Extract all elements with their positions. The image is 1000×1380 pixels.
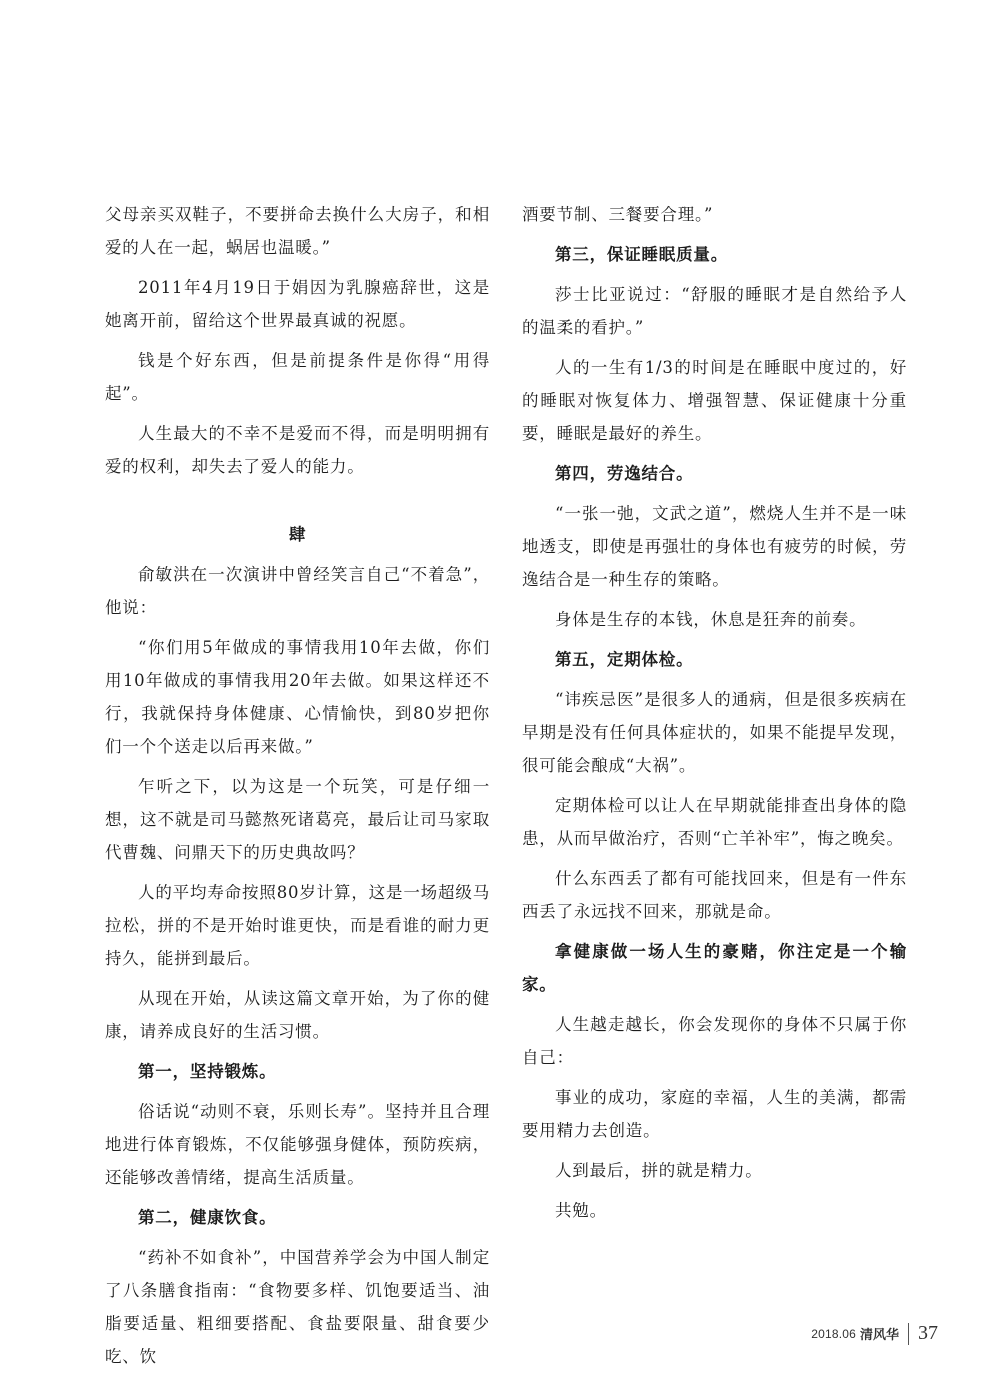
paragraph: 酒要节制、三餐要合理。”	[522, 205, 714, 224]
subheading: 第五，定期体检。	[555, 650, 694, 669]
left-column	[105, 198, 490, 1380]
paragraph: 人生越走越长，你会发现你的身体不只属于你自己：	[522, 1015, 907, 1067]
paragraph: 钱是个好东西，但是前提条件是你得“用得起”。	[105, 351, 490, 403]
paragraph: “讳疾忌医”是很多人的通病，但是很多疾病在早期是没有任何具体症状的，如果不能提早发现，很可能会酿成“大祸”。	[522, 690, 907, 775]
paragraph: 定期体检可以让人在早期就能排查出身体的隐患，从而早做治疗，否则“亡羊补牢”，悔之晚矣。	[522, 796, 907, 848]
paragraph: 父母亲买双鞋子，不要拼命去换什么大房子，和相爱的人在一起，蜗居也温暖。”	[105, 205, 490, 257]
paragraph: 什么东西丢了都有可能找回来，但是有一件东西丢了永远找不回来，那就是命。	[522, 869, 907, 921]
paragraph: 人到最后，拼的就是精力。	[555, 1161, 763, 1180]
paragraph: 共勉。	[555, 1201, 607, 1220]
paragraph: 人的一生有1/3的时间是在睡眠中度过的，好的睡眠对恢复体力、增强智慧、保证健康十分重要，睡眠是最好的养生。	[522, 358, 907, 443]
paragraph: 人生最大的不幸不是爱而不得，而是明明拥有爱的权利，却失去了爱人的能力。	[105, 424, 490, 476]
paragraph: 人的平均寿命按照80岁计算，这是一场超级马拉松，拼的不是开始时谁更快，而是看谁的耐力更持久，能拼到最后。	[105, 883, 490, 968]
footer-divider	[908, 1323, 909, 1345]
issue-date: 2018.06	[811, 1326, 856, 1341]
paragraph: “一张一弛，文武之道”，燃烧人生并不是一味地透支，即使是再强壮的身体也有疲劳的时候，劳逸结合是一种生存的策略。	[522, 504, 907, 589]
section-heading: 肆	[288, 525, 307, 544]
subheading: 拿健康做一场人生的豪赌，你注定是一个输家。	[522, 942, 907, 994]
paragraph: 事业的成功，家庭的幸福，人生的美满，都需要用精力去创造。	[522, 1088, 907, 1140]
subheading: 第三，保证睡眠质量。	[555, 245, 728, 264]
paragraph: 俗话说“动则不衰，乐则长寿”。坚持并且合理地进行体育锻炼，不仅能够强身健体，预防疾病，还能够改善情绪，提高生活质量。	[105, 1102, 490, 1187]
subheading: 第一，坚持锻炼。	[138, 1062, 277, 1081]
paragraph: 2011年4月19日于娟因为乳腺癌辞世，这是她离开前，留给这个世界最真诚的祝愿。	[105, 278, 490, 330]
page-footer	[811, 1322, 938, 1345]
page-number: 37	[918, 1322, 938, 1344]
quote-paragraph: “你们用5年做成的事情我用10年去做，你们用10年做成的事情我用20年去做。如果这样还不行，我就保持身体健康、心情愉快，到80岁把你们一个个送走以后再来做。”	[105, 638, 490, 756]
paragraph: 乍听之下，以为这是一个玩笑，可是仔细一想，这不就是司马懿熬死诸葛亮，最后让司马家取代曹魏、问鼎天下的历史典故吗？	[105, 777, 490, 862]
paragraph: 身体是生存的本钱，休息是狂奔的前奏。	[555, 610, 867, 629]
paragraph: 莎士比亚说过：“舒服的睡眠才是自然给予人的温柔的看护。”	[522, 285, 907, 337]
subheading: 第四，劳逸结合。	[555, 464, 694, 483]
right-column	[522, 198, 907, 1234]
subheading: 第二，健康饮食。	[138, 1208, 277, 1227]
paragraph: “药补不如食补”，中国营养学会为中国人制定了八条膳食指南：“食物要多样、饥饱要适当、油脂要适量、粗细要搭配、食盐要限量、甜食要少吃、饮	[105, 1248, 490, 1366]
magazine-logo: 清风华	[859, 1327, 899, 1342]
paragraph: 从现在开始，从读这篇文章开始，为了你的健康，请养成良好的生活习惯。	[105, 989, 490, 1041]
paragraph: 俞敏洪在一次演讲中曾经笑言自己“不着急”，他说：	[105, 565, 490, 617]
